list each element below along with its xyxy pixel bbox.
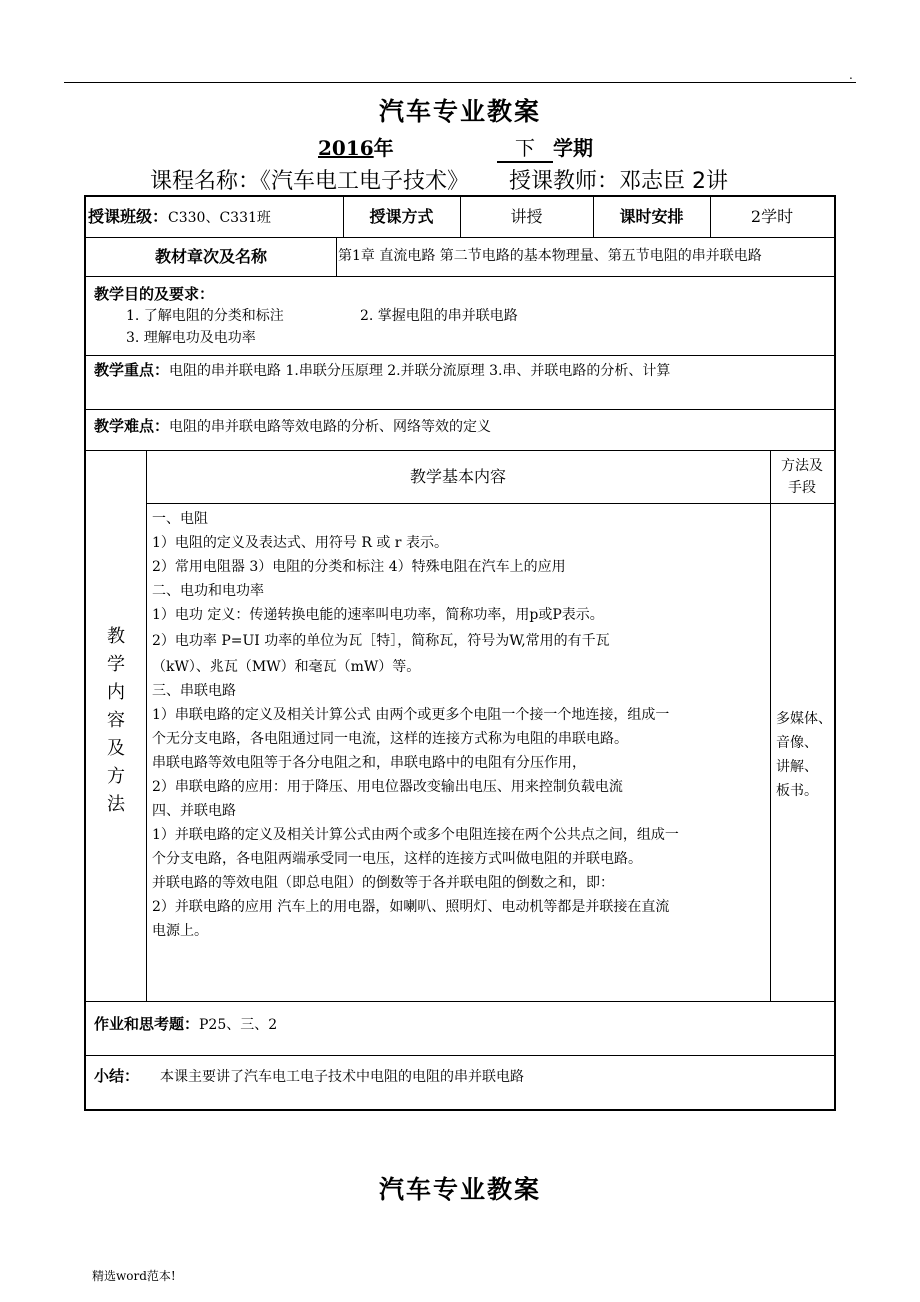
key-points-label: 教学重点： [94, 361, 170, 379]
goal-item: 2. 掌握电阻的串并联电路 [360, 308, 518, 324]
hours-value: 2学时 [750, 207, 794, 226]
hours-label: 课时安排 [619, 207, 684, 226]
content-body [152, 507, 768, 943]
goals-label: 教学目的及要求： [94, 285, 215, 303]
key-points-cell [94, 355, 824, 409]
term-line [0, 132, 920, 162]
content-line: 2）并联电路的应用 汽车上的用电器，如喇叭、照明灯、电动机等都是并联接在直流 [152, 899, 670, 915]
difficulties-label: 教学难点： [94, 417, 170, 435]
goals-cell [94, 283, 824, 355]
footer-note: 精选word范本! [92, 1269, 176, 1283]
col-divider [146, 450, 147, 1001]
content-side-label: 教 学 内 容 及 方 法 [107, 626, 125, 815]
homework-label: 作业和思考题： [94, 1015, 200, 1033]
chapter-label: 教材章次及名称 [154, 247, 267, 266]
mode-value: 讲授 [510, 207, 543, 226]
content-line: 二、电功和电功率 [152, 583, 264, 599]
summary-value: 本课主要讲了汽车电工电子技术中电阻的电阻的串并联电路 [160, 1069, 524, 1085]
difficulties-cell [94, 409, 824, 450]
content-line: 电源上。 [152, 923, 208, 939]
method-header: 方法及 手段 [781, 458, 823, 496]
summary-cell [94, 1055, 824, 1109]
row-divider [86, 276, 834, 277]
content-line: 一、电阻 [152, 511, 208, 527]
col-divider [336, 237, 337, 276]
content-line: 三、串联电路 [152, 683, 236, 699]
year: 2016年 [318, 136, 394, 160]
row-divider [146, 503, 834, 504]
semester: 下 学期 [497, 132, 593, 163]
mode-label: 授课方式 [369, 207, 434, 226]
content-line: 2）常用电阻器 3）电阻的分类和标注 4）特殊电阻在汽车上的应用 [152, 559, 566, 575]
content-line: 2）电功率 P=UI 功率的单位为瓦［特］，简称瓦，符号为W,常用的有千瓦 [152, 633, 610, 649]
homework-value: P25、三、2 [199, 1017, 278, 1033]
content-line: 串联电路等效电阻等于各分电阻之和，串联电路中的电阻有分压作用， [152, 755, 586, 771]
course-line [150, 164, 728, 195]
page-title: 汽车专业教案 [378, 97, 541, 126]
page-title-bottom: 汽车专业教案 [378, 1175, 541, 1204]
goal-item: 3. 理解电功及电功率 [126, 330, 256, 346]
teacher-name: 授课教师：邓志臣 2讲 [509, 169, 729, 194]
content-header: 教学基本内容 [409, 467, 506, 486]
content-line: 个无分支电路，各电阻通过同一电流，这样的连接方式称为电阻的串联电路。 [152, 731, 628, 747]
method-list: 多媒体、 音像、 讲解、 板书。 [776, 711, 832, 799]
chapter-value: 第1章 直流电路 第二节电路的基本物理量、第五节电阻的串并联电路 [338, 248, 762, 264]
homework-cell [94, 1001, 824, 1055]
goal-item: 1. 了解电阻的分类和标注 [126, 308, 284, 324]
key-points-value: 电阻的串并联电路 1.串联分压原理 2.并联分流原理 3.串、并联电路的分析、计算 [169, 363, 671, 379]
content-line: 1）串联电路的定义及相关计算公式 由两个或更多个电阻一个接一个地连接，组成一 [152, 707, 670, 723]
content-line: 1）电功 定义：传递转换电能的速率叫电功率，简称功率，用p或P表示。 [152, 607, 604, 623]
summary-label: 小结： [94, 1067, 140, 1085]
content-line: 个分支电路，各电阻两端承受同一电压，这样的连接方式叫做电阻的并联电路。 [152, 851, 642, 867]
content-line: 1）并联电路的定义及相关计算公式由两个或多个电阻连接在两个公共点之间，组成一 [152, 827, 679, 843]
difficulties-value: 电阻的串并联电路等效电路的分析、网络等效的定义 [169, 419, 492, 435]
corner-dot: . [849, 68, 853, 82]
content-line: 1）电阻的定义及表达式、用符号 R 或 r 表示。 [152, 535, 448, 551]
class-cell: 授课班级：C330、C331班 [88, 207, 271, 226]
col-divider [770, 450, 771, 1001]
lesson-table [84, 195, 836, 1111]
content-line: 四、并联电路 [152, 803, 236, 819]
course-name: 课程名称：《汽车电工电子技术》 [150, 169, 470, 194]
content-line: 并联电路的等效电阻（即总电阻）的倒数等于各并联电阻的倒数之和，即： [152, 875, 614, 891]
header-rule [64, 82, 856, 83]
content-line: （kW）、兆瓦（MW）和毫瓦（mW）等。 [152, 659, 421, 675]
content-line: 2）串联电路的应用：用于降压、用电位器改变输出电压、用来控制负载电流 [152, 779, 623, 795]
